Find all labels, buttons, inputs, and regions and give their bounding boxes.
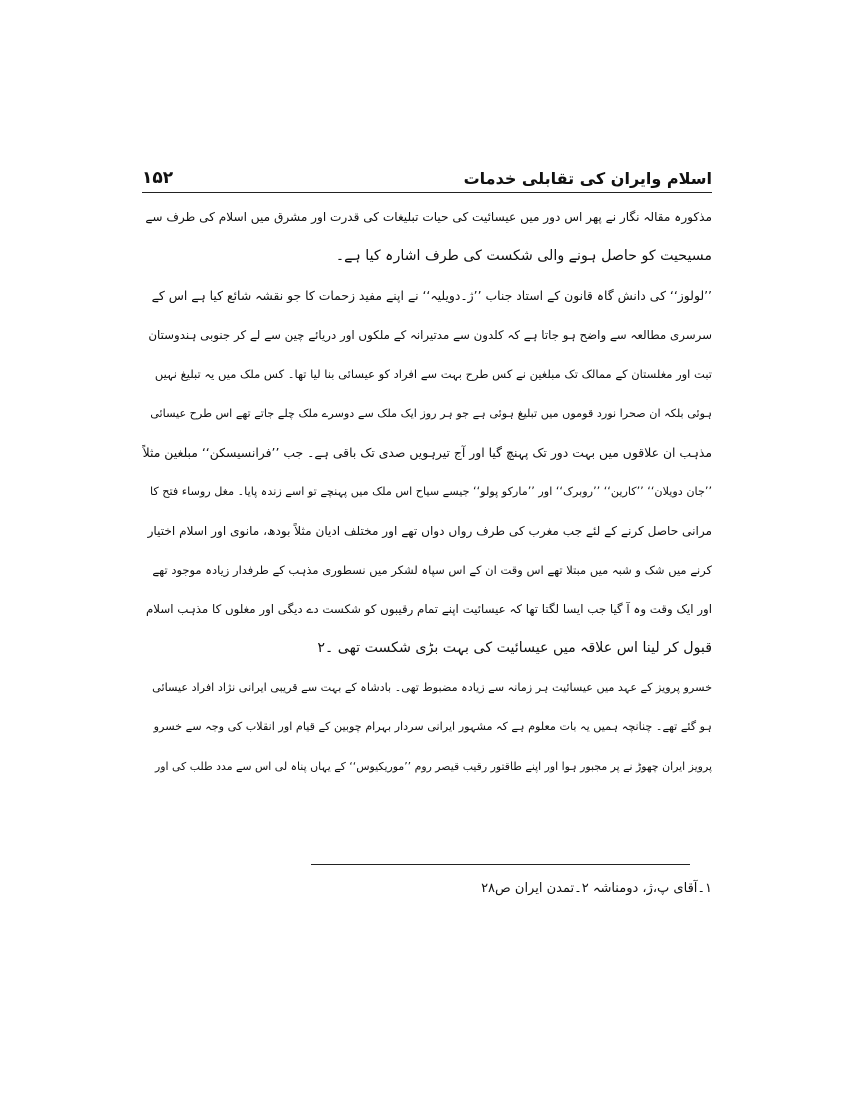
text-line: تبت اور مغلستان کے ممالک تک مبلغین نے کس طرح بہت سے افراد کو عیسائی بنا لیا تھا۔ کس ملک میں یہ تبلیغ نہیں (154, 366, 712, 381)
text-line: ہو گئے تھے۔ چنانچہ ہمیں یہ بات معلوم ہے کہ مشہور ایرانی سردار بہرام چوبین کے قیام اور انقلاب کی وجہ سے خسرو (153, 720, 712, 734)
text-line: اور ایک وقت وہ آ گیا جب ایسا لگتا تھا کہ عیسائیت اپنے تمام رقیبوں کو شکست دے دیگی اور مغلوں کا مذہب اسلام (145, 601, 712, 616)
text-line: قبول کر لینا اس علاقہ میں عیسائیت کی بہت بڑی شکست تھی ۔۲ (317, 640, 712, 657)
text-line: پرویز ایران چھوڑ نے پر مجبور ہوا اور اپنے طاقتور رقیب قیصر روم ’’موریکیوس‘‘ کے یہاں پناہ لی اس سے مدد طلب کی اور (154, 759, 712, 773)
text-line: مسیحیت کو حاصل ہونے والی شکست کی طرف اشارہ کیا ہے۔ (335, 248, 712, 265)
running-header (142, 160, 712, 188)
text-line: ’’لولوز‘‘ کی دانش گاہ قانون کے استاد جناب ’’ژ۔دویلیہ‘‘ نے اپنے مفید زحمات کا جو نقشہ شائع کیا ہے اس کے (151, 288, 712, 304)
text-line: خسرو پرویز کے عہد میں عیسائیت ہر زمانہ سے زیادہ مضبوط تھی۔ بادشاہ کے بہت سے قریبی ایرانی نژاد افراد عیسائی (152, 681, 712, 695)
text-line: ’’جان دویلان‘‘ ’’کارین‘‘ ’’روبرک‘‘ اور ’’مارکو پولو‘‘ جیسے سیاح اس ملک میں پہنچے تو اسے زندہ پایا۔ مغل روساء فتح کا (150, 485, 712, 499)
body-text (142, 198, 712, 786)
header-rule (142, 192, 712, 193)
text-line: سرسری مطالعہ سے واضح ہو جاتا ہے کہ کلدون سے مدتیرانہ کے ملکوں اور دریائے چین سے لے کر جنوبی ہندوستان (148, 327, 712, 342)
text-line: کرنے میں شک و شبہ میں مبتلا تھے اس وقت ان کے اس سپاہ لشکر میں نسطوری مذہب کے طرفدار زیادہ موجود تھے (152, 562, 712, 577)
running-header-title: اسلام وایران کی تقابلی خدمات (463, 169, 712, 188)
text-line: مذہب ان علاقوں میں بہت دور تک پہنچ گیا اور آج تیرہویں صدی تک باقی ہے۔ جب ’’فرانسیسکن‘‘ مبلغین مثلاً (142, 445, 712, 461)
page-number: ۱۵۲ (142, 168, 174, 188)
text-line: ہوئی بلکہ ان صحرا نورد قوموں میں تبلیغ ہوئی ہے جو ہر روز ایک ملک سے دوسرے ملک چلے جاتے تھے اس طرح عیسائی (150, 406, 712, 420)
footnote: ۱۔آقای پ،ژ، دومناشہ ۲۔تمدن ایران ص۲۸ (481, 881, 712, 896)
text-line: مرانی حاصل کرنے کے لئے جب مغرب کی طرف رواں دواں تھے اور مختلف ادیان مثلاً بودھ، مانوی اور اسلام اختیار (147, 523, 712, 538)
footnote-rule (311, 864, 690, 865)
text-line: مذکورہ مقالہ نگار نے پھر اس دور میں عیسائیت کی حیات تبلیغات کی قدرت اور مشرق میں اسلام کی طرف سے (145, 210, 712, 224)
